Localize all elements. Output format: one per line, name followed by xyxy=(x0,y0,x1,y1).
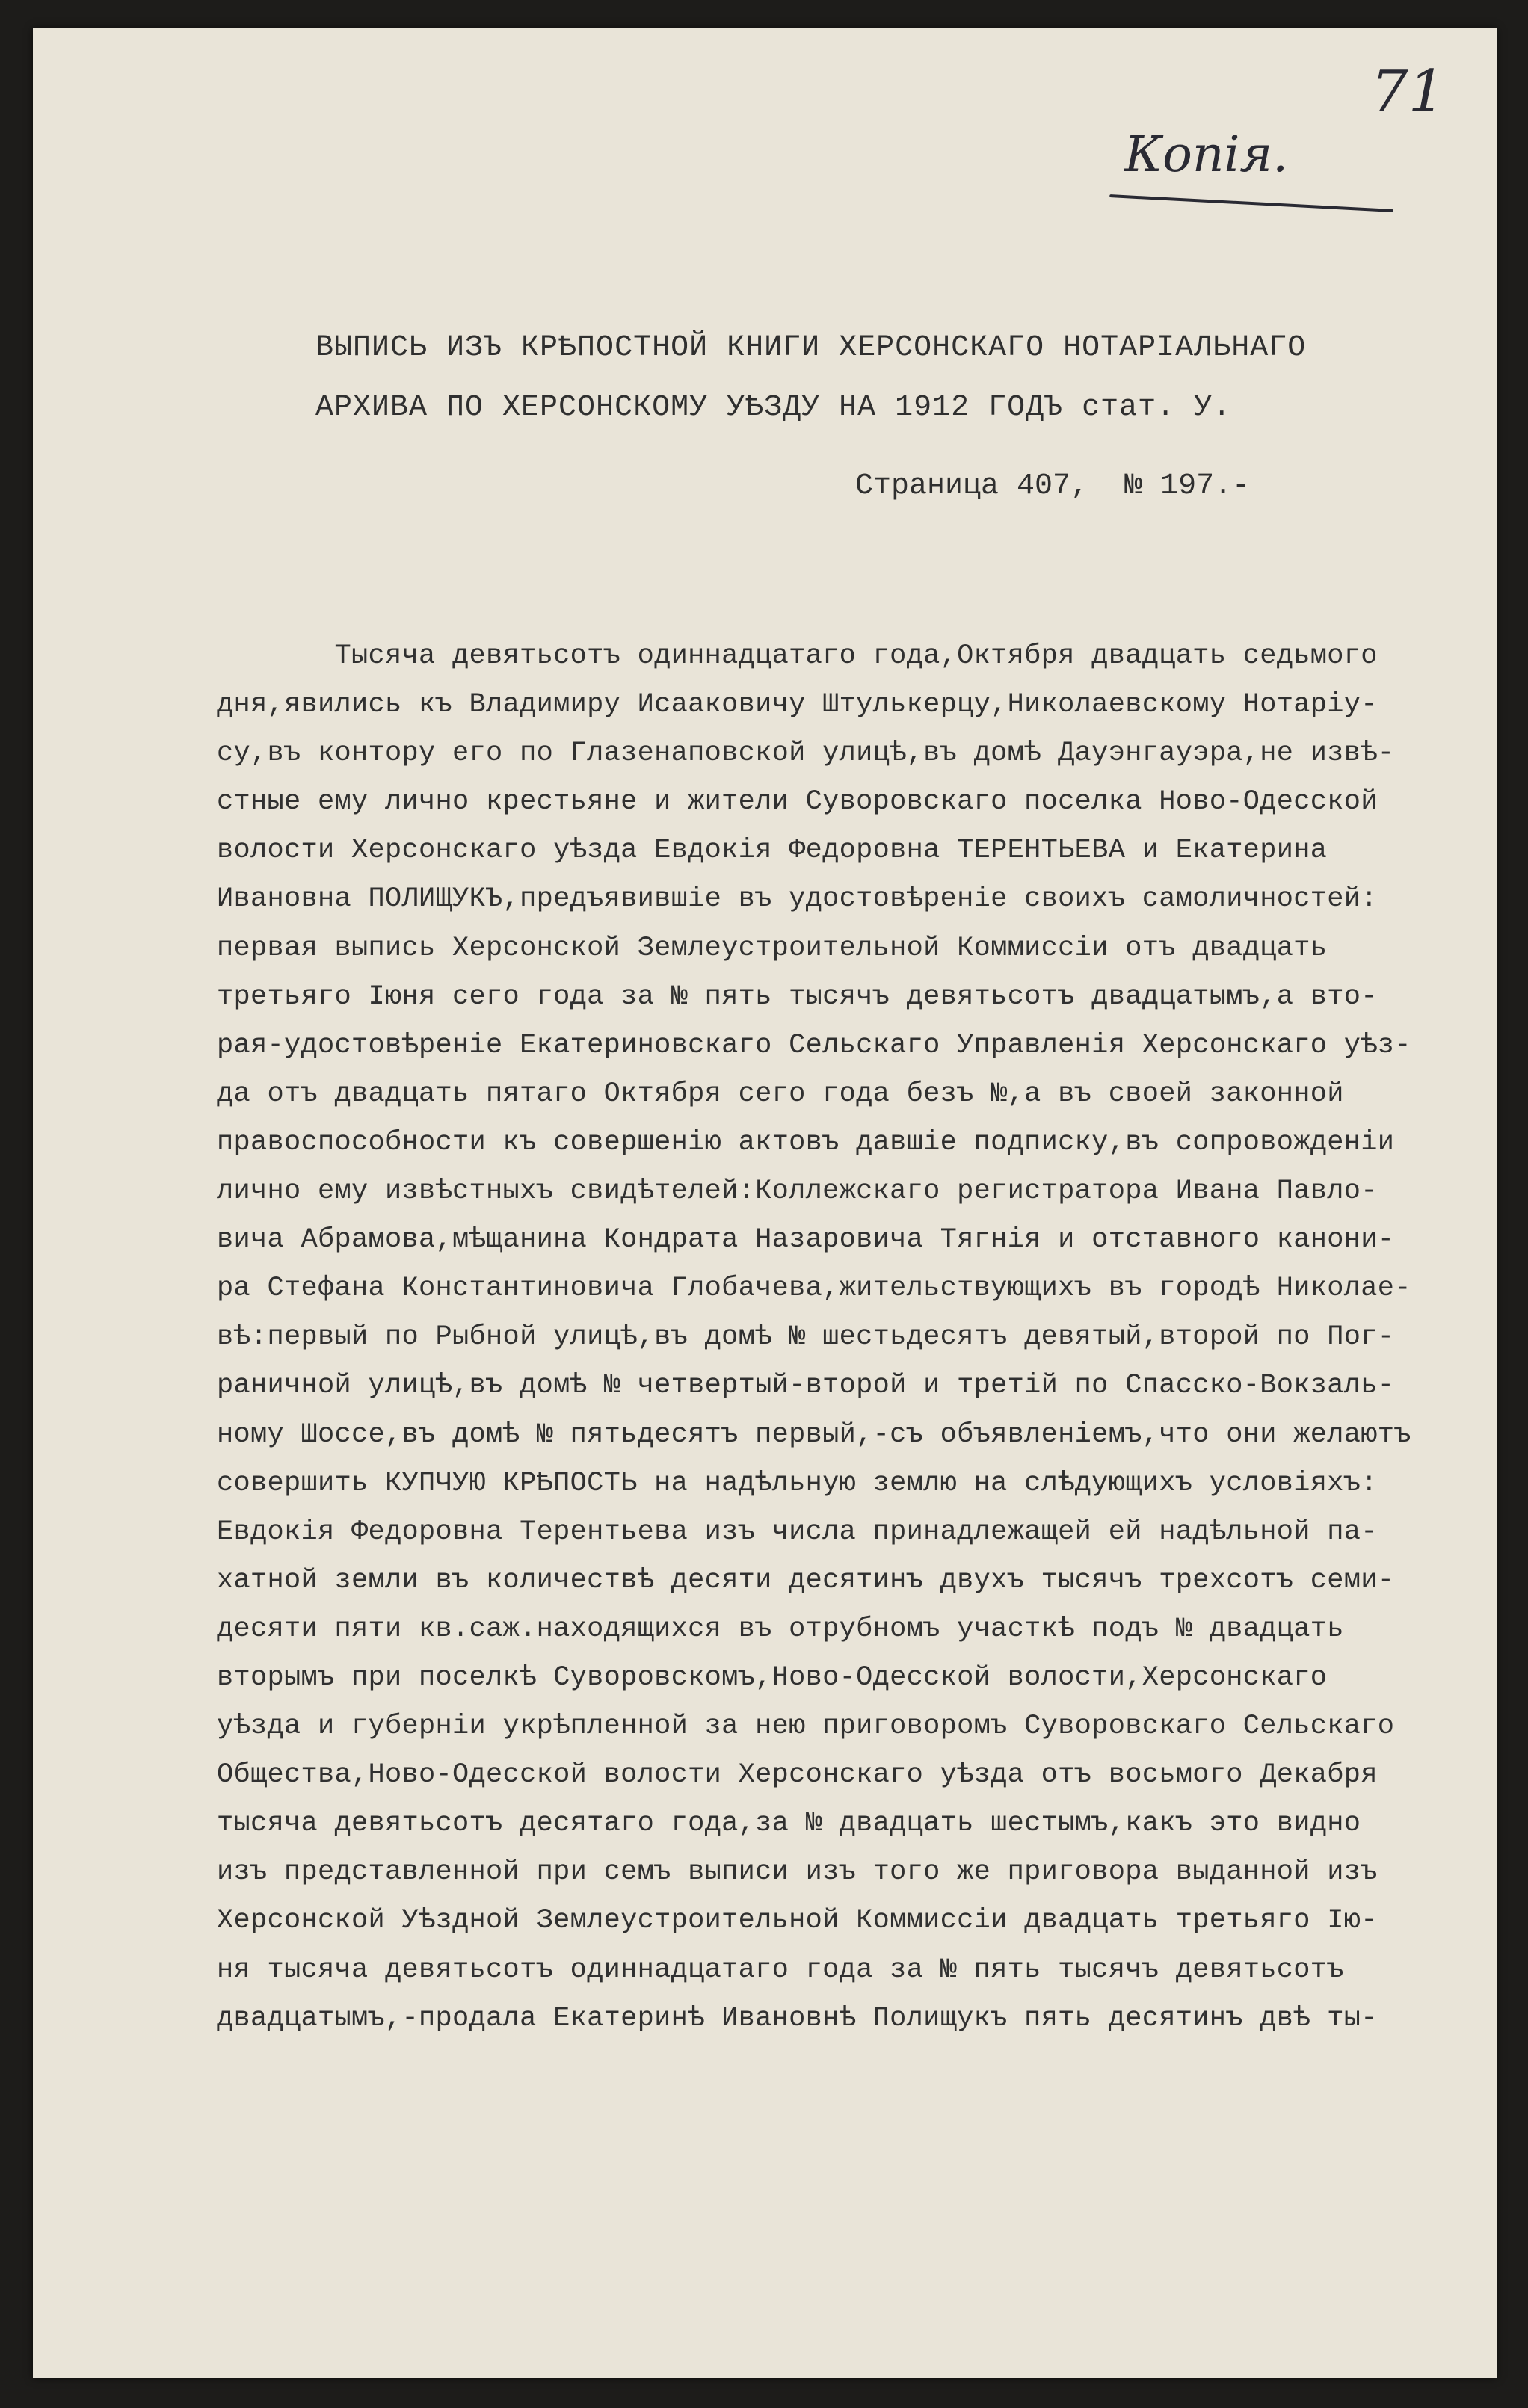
body-line: изъ представленной при семъ выписи изъ того же приговора выданной изъ xyxy=(217,1856,1378,1889)
folio-number: 71 xyxy=(1371,58,1446,126)
title-line-2: АРХИВА ПО ХЕРСОНСКОМУ УѢЗДУ НА 1912 ГОДЪ стат. У. xyxy=(315,391,1232,425)
body-line: рая-удостовѣреніе Екатериновскаго Сельскаго Управленія Херсонскаго уѣз- xyxy=(217,1029,1411,1061)
body-line: третьяго Іюня сего года за № пять тысячъ девятьсотъ двадцатымъ,а вто- xyxy=(217,981,1378,1013)
document-body xyxy=(217,632,1518,2043)
body-line: хатной земли въ количествѣ десяти десятинъ двухъ тысячъ трехсотъ семи- xyxy=(217,1564,1395,1596)
body-line: Ивановна ПОЛИЩУКЪ,предъявившіе въ удостовѣреніе своихъ самоличностей: xyxy=(217,883,1378,916)
body-line: да отъ двадцать пятаго Октября сего года безъ №,а въ своей законной xyxy=(217,1078,1344,1110)
body-line: вѣ:первый по Рыбной улицѣ,въ домѣ № шестьдесятъ девятый,второй по Пог- xyxy=(217,1321,1395,1353)
body-line: правоспособности къ совершенію актовъ давшіе подписку,въ сопровожденіи xyxy=(217,1126,1395,1158)
body-line: Евдокія Федоровна Терентьева изъ числа принадлежащей ей надѣльной па- xyxy=(217,1516,1378,1548)
body-line: вича Абрамова,мѣщанина Кондрата Назаровича Тягнія и отставного канони- xyxy=(217,1224,1395,1256)
body-line: ня тысяча девятьсотъ одиннадцатаго года за № пять тысячъ девятьсотъ xyxy=(217,1954,1344,1986)
copy-mark: Копія. xyxy=(1124,126,1289,183)
body-line: Тысяча девятьсотъ одиннадцатаго года,Октября двадцать седьмого xyxy=(217,640,1378,672)
body-line: тысяча девятьсотъ десятаго года,за № двадцать шестымъ,какъ это видно xyxy=(217,1808,1361,1840)
body-line: ному Шоссе,въ домѣ № пятьдесятъ первый,-съ объявленіемъ,что они желаютъ xyxy=(217,1418,1411,1451)
body-line: совершить КУПЧУЮ КРѢПОСТЬ на надѣльную землю на слѣдующихъ условіяхъ: xyxy=(217,1467,1378,1499)
body-line: волости Херсонскаго уѣзда Евдокія Федоровна ТЕРЕНТЬЕВА и Екатерина xyxy=(217,835,1328,867)
body-line: ра Стефана Константиновича Глобачева,жительствующихъ въ городѣ Николае- xyxy=(217,1273,1411,1305)
title-line-1: ВЫПИСЬ ИЗЪ КРѢПОСТНОЙ КНИГИ ХЕРСОНСКАГО НОТАРІАЛЬНАГО xyxy=(315,331,1307,365)
body-line: первая выпись Херсонской Землеустроительной Коммиссіи отъ двадцать xyxy=(217,932,1328,964)
document-page xyxy=(33,28,1497,2378)
body-line: десяти пяти кв.саж.находящихся въ отрубномъ участкѣ подъ № двадцать xyxy=(217,1613,1344,1645)
copy-mark-underline xyxy=(1109,194,1393,212)
body-line: стные ему лично крестьяне и жители Суворовскаго поселка Ново-Одесской xyxy=(217,786,1378,818)
body-line: лично ему извѣстныхъ свидѣтелей:Коллежскаго регистратора Ивана Павло- xyxy=(217,1176,1378,1208)
body-line: раничной улицѣ,въ домѣ № четвертый-второй и третій по Спасско-Вокзаль- xyxy=(217,1370,1395,1402)
body-line: Общества,Ново-Одесской волости Херсонскаго уѣзда отъ восьмого Декабря xyxy=(217,1759,1378,1791)
body-line: Херсонской Уѣздной Землеустроительной Коммиссіи двадцать третьяго Ію- xyxy=(217,1905,1378,1937)
body-line: вторымъ при поселкѣ Суворовскомъ,Ново-Одесской волости,Херсонскаго xyxy=(217,1661,1328,1694)
page-reference: Страница 407, № 197.- xyxy=(855,469,1251,503)
body-line: су,въ контору его по Глазенаповской улицѣ,въ домѣ Дауэнгауэра,не извѣ- xyxy=(217,738,1395,770)
body-line: уѣзда и губерніи укрѣпленной за нею приговоромъ Суворовскаго Сельскаго xyxy=(217,1711,1395,1743)
body-line: дня,явились къ Владимиру Исааковичу Штулькерцу,Николаевскому Нотаріу- xyxy=(217,689,1378,721)
body-line: двадцатымъ,-продала Екатеринѣ Ивановнѣ Полищукъ пять десятинъ двѣ ты- xyxy=(217,2002,1378,2034)
